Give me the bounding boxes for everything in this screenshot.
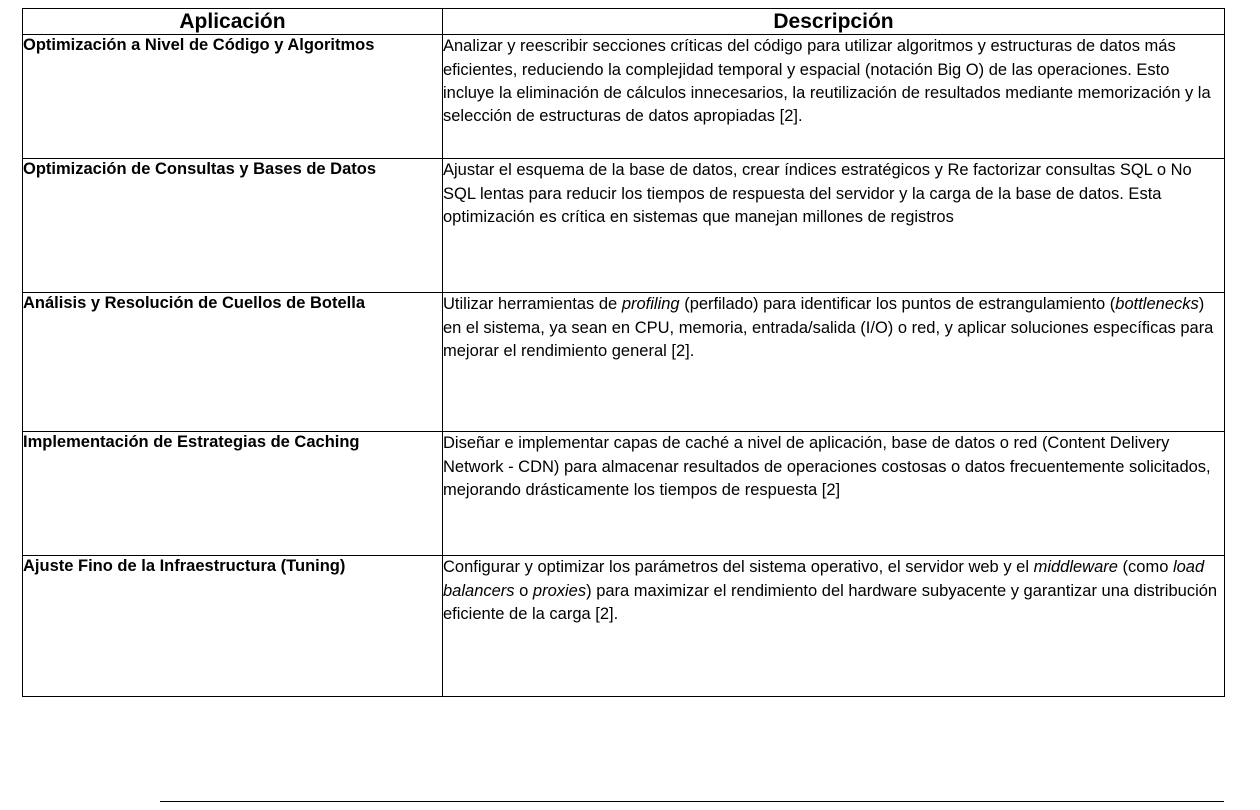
desc-emphasis: profiling <box>621 295 680 314</box>
desc-emphasis: bottlenecks <box>1115 295 1199 314</box>
cell-application: Implementación de Estrategias de Caching <box>23 432 443 556</box>
column-header-application: Aplicación <box>23 9 443 35</box>
table-row <box>23 35 1225 159</box>
cell-description: Diseñar e implementar capas de caché a nivel de aplicación, base de datos o red (Content Delivery Network - CDN) para almacenar resultados de operaciones costosas o datos frecuentemente solicitados, mejorando drásticamente los tiempos de respuesta [2] <box>443 432 1225 556</box>
desc-text-part: (perfilado) para identificar los puntos de estrangulamiento ( <box>679 295 1116 314</box>
cell-application: Análisis y Resolución de Cuellos de Botella <box>23 293 443 432</box>
cell-application: Optimización de Consultas y Bases de Datos <box>23 159 443 293</box>
desc-text-part: Utilizar herramientas de <box>443 295 622 314</box>
cell-description: Ajustar el esquema de la base de datos, crear índices estratégicos y Re factorizar consultas SQL o No SQL lentas para reducir los tiempos de respuesta del servidor y la carga de la base de datos. Esta optimización es crítica en sistemas que manejan millones de registros <box>443 159 1225 293</box>
cell-application: Ajuste Fino de la Infraestructura (Tuning) <box>23 556 443 697</box>
desc-text-part: Configurar y optimizar los parámetros del sistema operativo, el servidor web y el <box>443 558 1034 577</box>
desc-text-part: ) en el sistema, ya sean en CPU, memoria, entrada/salida (I/O) o red, y aplicar soluciones específicas para mejorar el rendimiento general [2]. <box>443 295 1214 361</box>
desc-text-part: ) para maximizar el rendimiento del hardware subyacente y garantizar una distribución eficiente de la carga [2]. <box>443 581 1218 624</box>
table-row <box>23 159 1225 293</box>
table-header-row <box>23 9 1225 35</box>
page-bottom-rule <box>160 801 1224 802</box>
table-row <box>23 293 1225 432</box>
column-header-description: Descripción <box>443 9 1225 35</box>
applications-table <box>22 8 1225 697</box>
cell-application: Optimización a Nivel de Código y Algoritmos <box>23 35 443 159</box>
desc-text-part: o <box>514 581 533 600</box>
cell-description: Analizar y reescribir secciones críticas del código para utilizar algoritmos y estructuras de datos más eficientes, reduciendo la complejidad temporal y espacial (notación Big O) de las operaciones. Esto incluye la eliminación de cálculos innecesarios, la reutilización de resultados mediante memorización y la selección de estructuras de datos apropiadas [2]. <box>443 35 1225 159</box>
cell-description <box>443 293 1225 432</box>
desc-text-part: (como <box>1117 558 1173 577</box>
desc-emphasis: middleware <box>1033 558 1118 577</box>
table-row <box>23 432 1225 556</box>
table-row <box>23 556 1225 697</box>
cell-description <box>443 556 1225 697</box>
desc-emphasis: proxies <box>532 581 587 600</box>
desc-emphasis: load balancers <box>443 558 1205 600</box>
